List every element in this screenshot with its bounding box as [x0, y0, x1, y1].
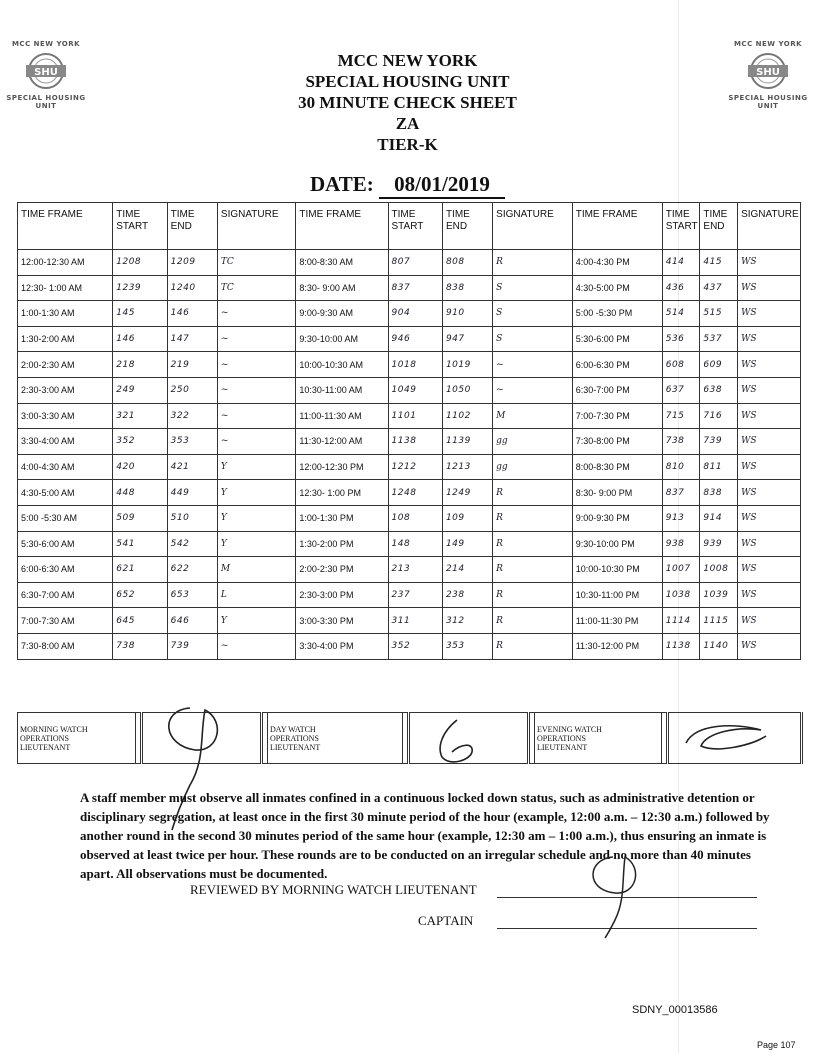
table-row — [18, 429, 801, 455]
signature-cell: TC — [217, 250, 296, 276]
time-start-cell: 621 — [113, 557, 167, 583]
column-header: SIGNATURE — [493, 203, 573, 250]
signature-cell: WS — [738, 480, 801, 506]
time-end-cell: 109 — [442, 505, 492, 531]
time-end-cell: 1115 — [700, 608, 738, 634]
table-row — [18, 301, 801, 327]
time-frame-cell: 10:00-10:30 PM — [572, 557, 662, 583]
signature-cell: WS — [738, 505, 801, 531]
column-header: SIGNATURE — [738, 203, 801, 250]
time-frame-cell: 1:00-1:30 AM — [18, 301, 113, 327]
time-start-cell: 1248 — [388, 480, 442, 506]
time-frame-cell: 5:30-6:00 PM — [572, 326, 662, 352]
signature-cell: S — [493, 326, 573, 352]
check-sheet-table — [17, 202, 801, 660]
logo-center-text: SHU — [756, 67, 780, 78]
time-end-cell: 219 — [167, 352, 217, 378]
signature-cell: WS — [738, 608, 801, 634]
signature-cell: gg — [493, 429, 573, 455]
time-end-cell: 537 — [700, 326, 738, 352]
time-start-cell: 448 — [113, 480, 167, 506]
time-start-cell: 738 — [113, 633, 167, 659]
time-end-cell: 1039 — [700, 582, 738, 608]
signature-cell: WS — [738, 403, 801, 429]
time-frame-cell: 12:00-12:30 PM — [296, 454, 388, 480]
time-start-cell: 1212 — [388, 454, 442, 480]
time-start-cell: 146 — [113, 326, 167, 352]
time-end-cell: 353 — [442, 633, 492, 659]
date-row — [0, 172, 815, 199]
time-end-cell: 739 — [700, 429, 738, 455]
time-end-cell: 312 — [442, 608, 492, 634]
time-frame-cell: 4:00-4:30 AM — [18, 454, 113, 480]
time-start-cell: 145 — [113, 301, 167, 327]
time-frame-cell: 11:00-11:30 PM — [572, 608, 662, 634]
signature-cell: M — [493, 403, 573, 429]
table-row — [18, 275, 801, 301]
time-end-cell: 1139 — [442, 429, 492, 455]
column-header: TIME FRAME — [296, 203, 388, 250]
time-frame-cell: 10:30-11:00 AM — [296, 377, 388, 403]
signature-cell: gg — [493, 454, 573, 480]
time-start-cell: 213 — [388, 557, 442, 583]
time-start-cell: 1114 — [662, 608, 700, 634]
time-frame-cell: 9:00-9:30 AM — [296, 301, 388, 327]
signature-cell: WS — [738, 275, 801, 301]
signature-cell: ~ — [217, 377, 296, 403]
header-line-5: TIER-K — [377, 135, 438, 154]
time-frame-cell: 2:30-3:00 AM — [18, 377, 113, 403]
time-start-cell: 237 — [388, 582, 442, 608]
time-end-cell: 1249 — [442, 480, 492, 506]
time-frame-cell: 4:00-4:30 PM — [572, 250, 662, 276]
logo-top-text: MCC NEW YORK — [733, 40, 803, 48]
time-end-cell: 1209 — [167, 250, 217, 276]
signature-cell: R — [493, 505, 573, 531]
time-start-cell: 608 — [662, 352, 700, 378]
time-frame-cell: 5:00 -5:30 PM — [572, 301, 662, 327]
column-header: TIME START — [388, 203, 442, 250]
time-frame-cell: 3:30-4:00 PM — [296, 633, 388, 659]
time-start-cell: 715 — [662, 403, 700, 429]
time-frame-cell: 4:30-5:00 PM — [572, 275, 662, 301]
signature-cell: ~ — [217, 403, 296, 429]
time-start-cell: 1138 — [662, 633, 700, 659]
time-frame-cell: 2:30-3:00 PM — [296, 582, 388, 608]
table-row — [18, 480, 801, 506]
time-end-cell: 214 — [442, 557, 492, 583]
header-line-1: MCC NEW YORK — [337, 51, 478, 70]
time-start-cell: 509 — [113, 505, 167, 531]
signature-cell: ~ — [217, 326, 296, 352]
table-row — [18, 633, 801, 659]
time-end-cell: 638 — [700, 377, 738, 403]
signature-cell: WS — [738, 429, 801, 455]
time-frame-cell: 11:00-11:30 AM — [296, 403, 388, 429]
signature-cell: TC — [217, 275, 296, 301]
signature-cell: WS — [738, 326, 801, 352]
time-end-cell: 415 — [700, 250, 738, 276]
time-end-cell: 510 — [167, 505, 217, 531]
time-end-cell: 1050 — [442, 377, 492, 403]
signature-cell: WS — [738, 301, 801, 327]
time-end-cell: 622 — [167, 557, 217, 583]
signature-cell: ~ — [217, 429, 296, 455]
column-header: TIME FRAME — [18, 203, 113, 250]
time-start-cell: 810 — [662, 454, 700, 480]
signature-cell: Y — [217, 505, 296, 531]
time-frame-cell: 7:30-8:00 AM — [18, 633, 113, 659]
time-frame-cell: 12:30- 1:00 PM — [296, 480, 388, 506]
signature-cell: ~ — [493, 352, 573, 378]
time-start-cell: 436 — [662, 275, 700, 301]
time-end-cell: 238 — [442, 582, 492, 608]
time-end-cell: 739 — [167, 633, 217, 659]
time-start-cell: 738 — [662, 429, 700, 455]
table-header-row — [18, 203, 801, 250]
header-line-2: SPECIAL HOUSING UNIT — [305, 72, 510, 91]
table-row — [18, 557, 801, 583]
time-frame-cell: 4:30-5:00 AM — [18, 480, 113, 506]
table-row — [18, 377, 801, 403]
time-start-cell: 108 — [388, 505, 442, 531]
day-lieutenant-signature-mark — [422, 712, 492, 772]
table-row — [18, 505, 801, 531]
table-row — [18, 250, 801, 276]
time-end-cell: 437 — [700, 275, 738, 301]
time-end-cell: 716 — [700, 403, 738, 429]
time-frame-cell: 8:00-8:30 AM — [296, 250, 388, 276]
column-header: TIME END — [442, 203, 492, 250]
time-start-cell: 1018 — [388, 352, 442, 378]
time-end-cell: 939 — [700, 531, 738, 557]
time-frame-cell: 6:00-6:30 AM — [18, 557, 113, 583]
time-end-cell: 1140 — [700, 633, 738, 659]
signature-cell: R — [493, 480, 573, 506]
evening-watch-label: EVENING WATCH OPERATIONS LIEUTENANT — [535, 713, 662, 764]
time-end-cell: 646 — [167, 608, 217, 634]
time-start-cell: 652 — [113, 582, 167, 608]
column-header: TIME END — [167, 203, 217, 250]
signature-cell: WS — [738, 250, 801, 276]
captain-label: CAPTAIN — [418, 913, 474, 928]
signature-cell: R — [493, 250, 573, 276]
column-header: TIME END — [700, 203, 738, 250]
time-frame-cell: 8:30- 9:00 PM — [572, 480, 662, 506]
signature-cell: ~ — [217, 633, 296, 659]
signature-cell: M — [217, 557, 296, 583]
time-start-cell: 1208 — [113, 250, 167, 276]
time-start-cell: 352 — [113, 429, 167, 455]
time-end-cell: 914 — [700, 505, 738, 531]
column-header: TIME FRAME — [572, 203, 662, 250]
time-start-cell: 148 — [388, 531, 442, 557]
time-start-cell: 1049 — [388, 377, 442, 403]
table-row — [18, 352, 801, 378]
header-line-4: ZA — [395, 114, 420, 133]
time-start-cell: 837 — [662, 480, 700, 506]
table-row — [18, 531, 801, 557]
time-end-cell: 838 — [700, 480, 738, 506]
logo-top-text: MCC NEW YORK — [11, 40, 81, 48]
time-start-cell: 1101 — [388, 403, 442, 429]
logo-center-text: SHU — [34, 67, 58, 78]
time-start-cell: 807 — [388, 250, 442, 276]
time-end-cell: 811 — [700, 454, 738, 480]
signature-cell: Y — [217, 454, 296, 480]
signature-cell: Y — [217, 608, 296, 634]
signature-cell: WS — [738, 531, 801, 557]
header-line-3: 30 MINUTE CHECK SHEET — [298, 93, 517, 112]
time-frame-cell: 11:30-12:00 PM — [572, 633, 662, 659]
time-end-cell: 515 — [700, 301, 738, 327]
date-value: 08/01/2019 — [379, 172, 505, 199]
table-row — [18, 454, 801, 480]
time-end-cell: 146 — [167, 301, 217, 327]
time-start-cell: 414 — [662, 250, 700, 276]
signature-cell: Y — [217, 480, 296, 506]
time-end-cell: 322 — [167, 403, 217, 429]
table-row — [18, 582, 801, 608]
time-frame-cell: 1:00-1:30 PM — [296, 505, 388, 531]
time-frame-cell: 6:30-7:00 PM — [572, 377, 662, 403]
time-start-cell: 352 — [388, 633, 442, 659]
time-end-cell: 1240 — [167, 275, 217, 301]
signature-cell: R — [493, 531, 573, 557]
time-start-cell: 1239 — [113, 275, 167, 301]
time-end-cell: 910 — [442, 301, 492, 327]
column-header: TIME START — [113, 203, 167, 250]
time-end-cell: 353 — [167, 429, 217, 455]
time-start-cell: 938 — [662, 531, 700, 557]
signature-cell: R — [493, 582, 573, 608]
signature-cell: R — [493, 557, 573, 583]
signature-cell: R — [493, 608, 573, 634]
time-end-cell: 250 — [167, 377, 217, 403]
time-end-cell: 449 — [167, 480, 217, 506]
time-start-cell: 1038 — [662, 582, 700, 608]
time-frame-cell: 5:30-6:00 AM — [18, 531, 113, 557]
time-frame-cell: 11:30-12:00 AM — [296, 429, 388, 455]
time-frame-cell: 8:30- 9:00 AM — [296, 275, 388, 301]
time-start-cell: 420 — [113, 454, 167, 480]
document-header — [0, 50, 815, 155]
time-end-cell: 149 — [442, 531, 492, 557]
time-start-cell: 541 — [113, 531, 167, 557]
signature-cell: WS — [738, 377, 801, 403]
signature-cell: WS — [738, 454, 801, 480]
signature-cell: Y — [217, 531, 296, 557]
time-end-cell: 147 — [167, 326, 217, 352]
time-start-cell: 321 — [113, 403, 167, 429]
time-frame-cell: 5:00 -5:30 AM — [18, 505, 113, 531]
time-frame-cell: 1:30-2:00 AM — [18, 326, 113, 352]
day-watch-label: DAY WATCH OPERATIONS LIEUTENANT — [268, 713, 403, 764]
time-frame-cell: 9:30-10:00 PM — [572, 531, 662, 557]
time-frame-cell: 8:00-8:30 PM — [572, 454, 662, 480]
time-start-cell: 311 — [388, 608, 442, 634]
signature-cell: WS — [738, 633, 801, 659]
page-number: Page 107 — [757, 1040, 796, 1050]
logo-bottom-text: SPECIAL HOUSING UNIT — [728, 94, 808, 110]
signature-cell: ~ — [217, 352, 296, 378]
signature-cell: WS — [738, 352, 801, 378]
time-end-cell: 1008 — [700, 557, 738, 583]
time-start-cell: 645 — [113, 608, 167, 634]
time-frame-cell: 10:30-11:00 PM — [572, 582, 662, 608]
signature-cell: WS — [738, 557, 801, 583]
time-frame-cell: 3:00-3:30 PM — [296, 608, 388, 634]
time-frame-cell: 12:00-12:30 AM — [18, 250, 113, 276]
table-row — [18, 608, 801, 634]
review-signature-mark — [575, 845, 655, 940]
time-frame-cell: 1:30-2:00 PM — [296, 531, 388, 557]
signature-cell: R — [493, 633, 573, 659]
logo-bottom-text: SPECIAL HOUSING UNIT — [6, 94, 86, 110]
time-end-cell: 1102 — [442, 403, 492, 429]
time-frame-cell: 6:30-7:00 AM — [18, 582, 113, 608]
time-end-cell: 609 — [700, 352, 738, 378]
evening-lieutenant-signature-mark — [676, 718, 776, 758]
time-start-cell: 1007 — [662, 557, 700, 583]
time-frame-cell: 10:00-10:30 AM — [296, 352, 388, 378]
time-start-cell: 536 — [662, 326, 700, 352]
morning-watch-label: MORNING WATCH OPERATIONS LIEUTENANT — [18, 713, 136, 764]
time-end-cell: 421 — [167, 454, 217, 480]
time-frame-cell: 6:00-6:30 PM — [572, 352, 662, 378]
time-end-cell: 653 — [167, 582, 217, 608]
table-body — [18, 250, 801, 660]
time-frame-cell: 2:00-2:30 PM — [296, 557, 388, 583]
signature-cell: L — [217, 582, 296, 608]
time-frame-cell: 3:00-3:30 AM — [18, 403, 113, 429]
reviewed-by-label: REVIEWED BY MORNING WATCH LIEUTENANT — [190, 882, 477, 897]
signature-cell: S — [493, 301, 573, 327]
signature-cell: WS — [738, 582, 801, 608]
column-header: SIGNATURE — [217, 203, 296, 250]
time-end-cell: 1019 — [442, 352, 492, 378]
time-start-cell: 837 — [388, 275, 442, 301]
document-id: SDNY_00013586 — [632, 1004, 718, 1016]
time-start-cell: 913 — [662, 505, 700, 531]
time-start-cell: 904 — [388, 301, 442, 327]
time-start-cell: 637 — [662, 377, 700, 403]
time-frame-cell: 2:00-2:30 AM — [18, 352, 113, 378]
time-end-cell: 1213 — [442, 454, 492, 480]
time-end-cell: 947 — [442, 326, 492, 352]
time-start-cell: 218 — [113, 352, 167, 378]
time-frame-cell: 7:00-7:30 PM — [572, 403, 662, 429]
table-row — [18, 326, 801, 352]
signature-cell: S — [493, 275, 573, 301]
time-start-cell: 514 — [662, 301, 700, 327]
observation-policy-notice: A staff member must observe all inmates confined in a continuous locked down status, such as administrative detention or disciplinary segregation, at least once in the first 30 minute period of the hour (example, 12:00 a.m. – 12:30 a.m.) followed by another round in the second 30 minutes period of the same hour (example, 12:30 am – 1:00 a.m.), thus ensuring an inmate is observed at least twice per hour. These rounds are to be conducted on an irregular schedule and no more than 40 minutes apart. All observations must be documented. — [80, 790, 770, 881]
time-frame-cell: 7:30-8:00 PM — [572, 429, 662, 455]
time-end-cell: 542 — [167, 531, 217, 557]
time-frame-cell: 9:30-10:00 AM — [296, 326, 388, 352]
time-start-cell: 1138 — [388, 429, 442, 455]
signature-cell: ~ — [493, 377, 573, 403]
time-frame-cell: 12:30- 1:00 AM — [18, 275, 113, 301]
signature-cell: ~ — [217, 301, 296, 327]
time-start-cell: 249 — [113, 377, 167, 403]
time-frame-cell: 9:00-9:30 PM — [572, 505, 662, 531]
date-label: DATE: — [309, 172, 374, 196]
time-frame-cell: 7:00-7:30 AM — [18, 608, 113, 634]
time-end-cell: 808 — [442, 250, 492, 276]
column-header: TIME START — [662, 203, 700, 250]
time-start-cell: 946 — [388, 326, 442, 352]
time-frame-cell: 3:30-4:00 AM — [18, 429, 113, 455]
time-end-cell: 838 — [442, 275, 492, 301]
table-row — [18, 403, 801, 429]
